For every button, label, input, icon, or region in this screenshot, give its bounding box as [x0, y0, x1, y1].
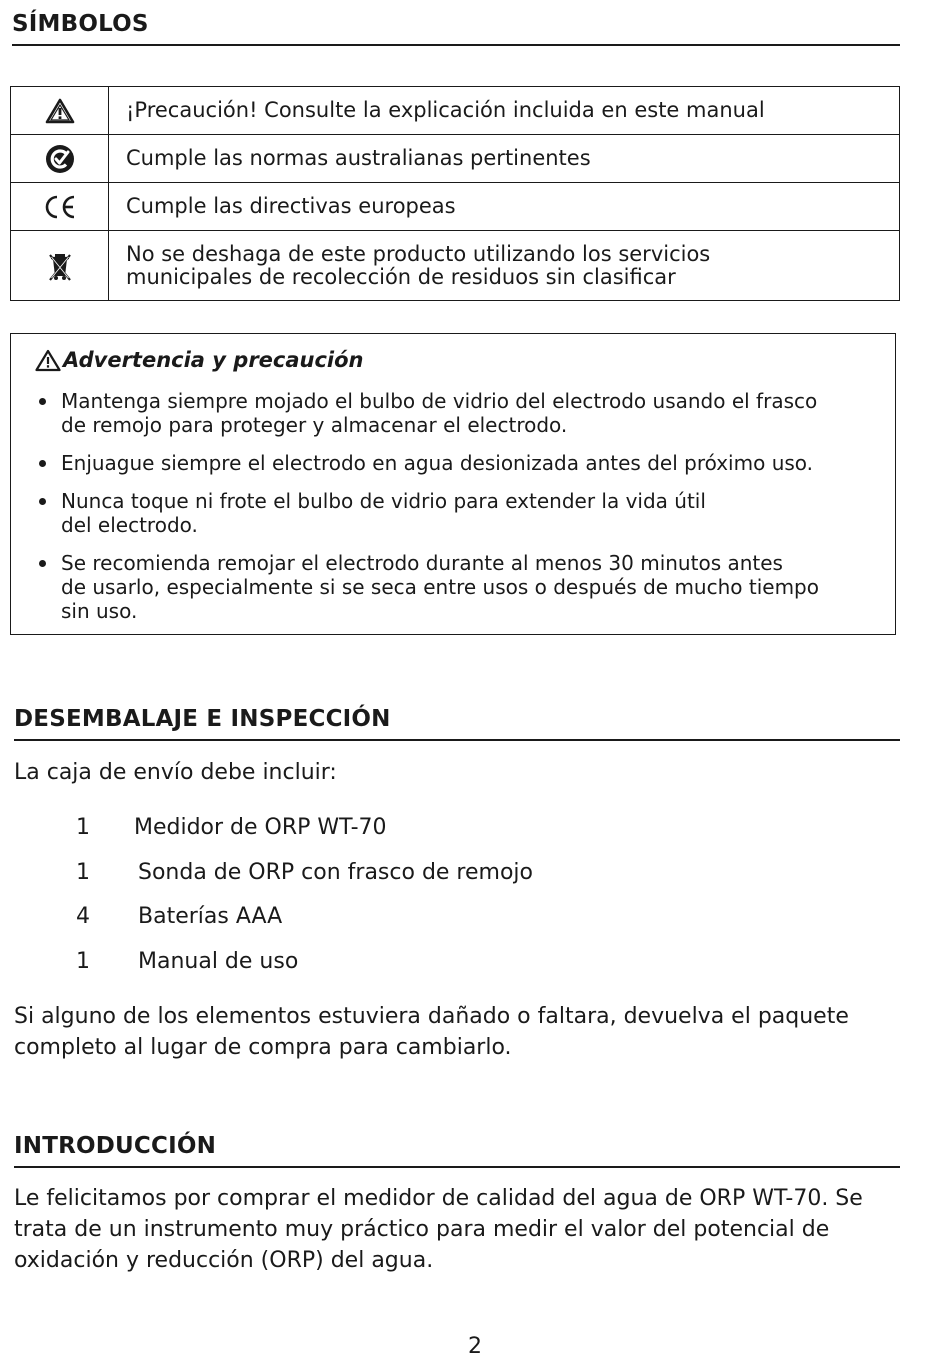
warning-item-line: Enjuague siempre el electrodo en agua desionizada antes del próximo uso.: [61, 451, 814, 475]
warning-list: [35, 389, 875, 637]
item-qty: 1: [76, 860, 90, 885]
unpacking-note-line: Si alguno de los elementos estuviera dañado o faltara, devuelva el paquete: [14, 1004, 849, 1029]
warning-heading: [35, 348, 364, 372]
intro-paragraph: [14, 1183, 894, 1276]
ce-mark-icon: [42, 193, 78, 221]
item-qty: 1: [76, 949, 90, 974]
symbol-row-caution: [11, 87, 900, 135]
item-qty: 1: [76, 815, 90, 840]
warning-item-line: Se recomienda remojar el electrodo durante al menos 30 minutos antes: [61, 551, 783, 575]
warning-item: [35, 551, 875, 623]
warning-item-line: del electrodo.: [61, 513, 198, 537]
warning-item: [35, 451, 875, 475]
intro-section-title: INTRODUCCIÓN: [14, 1132, 900, 1168]
item-name: Manual de uso: [138, 949, 299, 974]
intro-line: oxidación y reducción (ORP) del agua.: [14, 1248, 434, 1273]
warning-triangle-icon: [35, 349, 61, 372]
symbol-description: ¡Precaución! Consulte la explicación incluida en este manual: [109, 87, 900, 135]
item-qty: 4: [76, 904, 90, 929]
symbol-description-line: No se deshaga de este producto utilizando los servicios: [126, 241, 711, 266]
crossed-bin-icon: [46, 249, 74, 283]
symbol-description: Cumple las directivas europeas: [109, 183, 900, 231]
item-name: Baterías AAA: [138, 904, 283, 929]
symbols-table: [10, 86, 900, 301]
page-number: 2: [468, 1334, 482, 1359]
symbol-row-ce: [11, 183, 900, 231]
unpacking-note: [14, 1001, 894, 1063]
item-name: Medidor de ORP WT-70: [134, 815, 387, 840]
symbol-cell: [11, 87, 109, 135]
unpacking-note-line: completo al lugar de compra para cambiarlo.: [14, 1035, 512, 1060]
item-name: Sonda de ORP con frasco de remojo: [138, 860, 533, 885]
symbol-cell: [11, 135, 109, 183]
symbol-description: Cumple las normas australianas pertinentes: [109, 135, 900, 183]
symbol-cell: [11, 183, 109, 231]
symbol-cell: [11, 231, 109, 301]
symbol-row-weee: [11, 231, 900, 301]
symbols-section-title: SÍMBOLOS: [12, 10, 900, 46]
symbol-description-line: municipales de recolección de residuos sin clasificar: [126, 264, 676, 289]
unpacking-section-title: DESEMBALAJE E INSPECCIÓN: [14, 705, 900, 741]
intro-line: Le felicitamos por comprar el medidor de calidad del agua de ORP WT-70. Se: [14, 1186, 863, 1211]
warning-heading-text: Advertencia y precaución: [63, 348, 364, 372]
symbol-row-ctick: [11, 135, 900, 183]
warning-item-line: de remojo para proteger y almacenar el electrodo.: [61, 413, 568, 437]
warning-item-line: de usarlo, especialmente si se seca entre usos o después de mucho tiempo: [61, 575, 819, 599]
warning-item-line: Mantenga siempre mojado el bulbo de vidrio del electrodo usando el frasco: [61, 389, 818, 413]
warning-item: [35, 389, 875, 437]
warning-item: [35, 489, 875, 537]
intro-line: trata de un instrumento muy práctico para medir el valor del potencial de: [14, 1217, 830, 1242]
warning-item-line: sin uso.: [61, 599, 138, 623]
warning-triangle-icon: [45, 98, 75, 124]
symbol-description: [109, 231, 900, 301]
unpacking-intro: La caja de envío debe incluir:: [14, 760, 337, 785]
warning-box: [10, 333, 896, 635]
warning-item-line: Nunca toque ni frote el bulbo de vidrio para extender la vida útil: [61, 489, 706, 513]
c-tick-icon: [45, 144, 75, 174]
